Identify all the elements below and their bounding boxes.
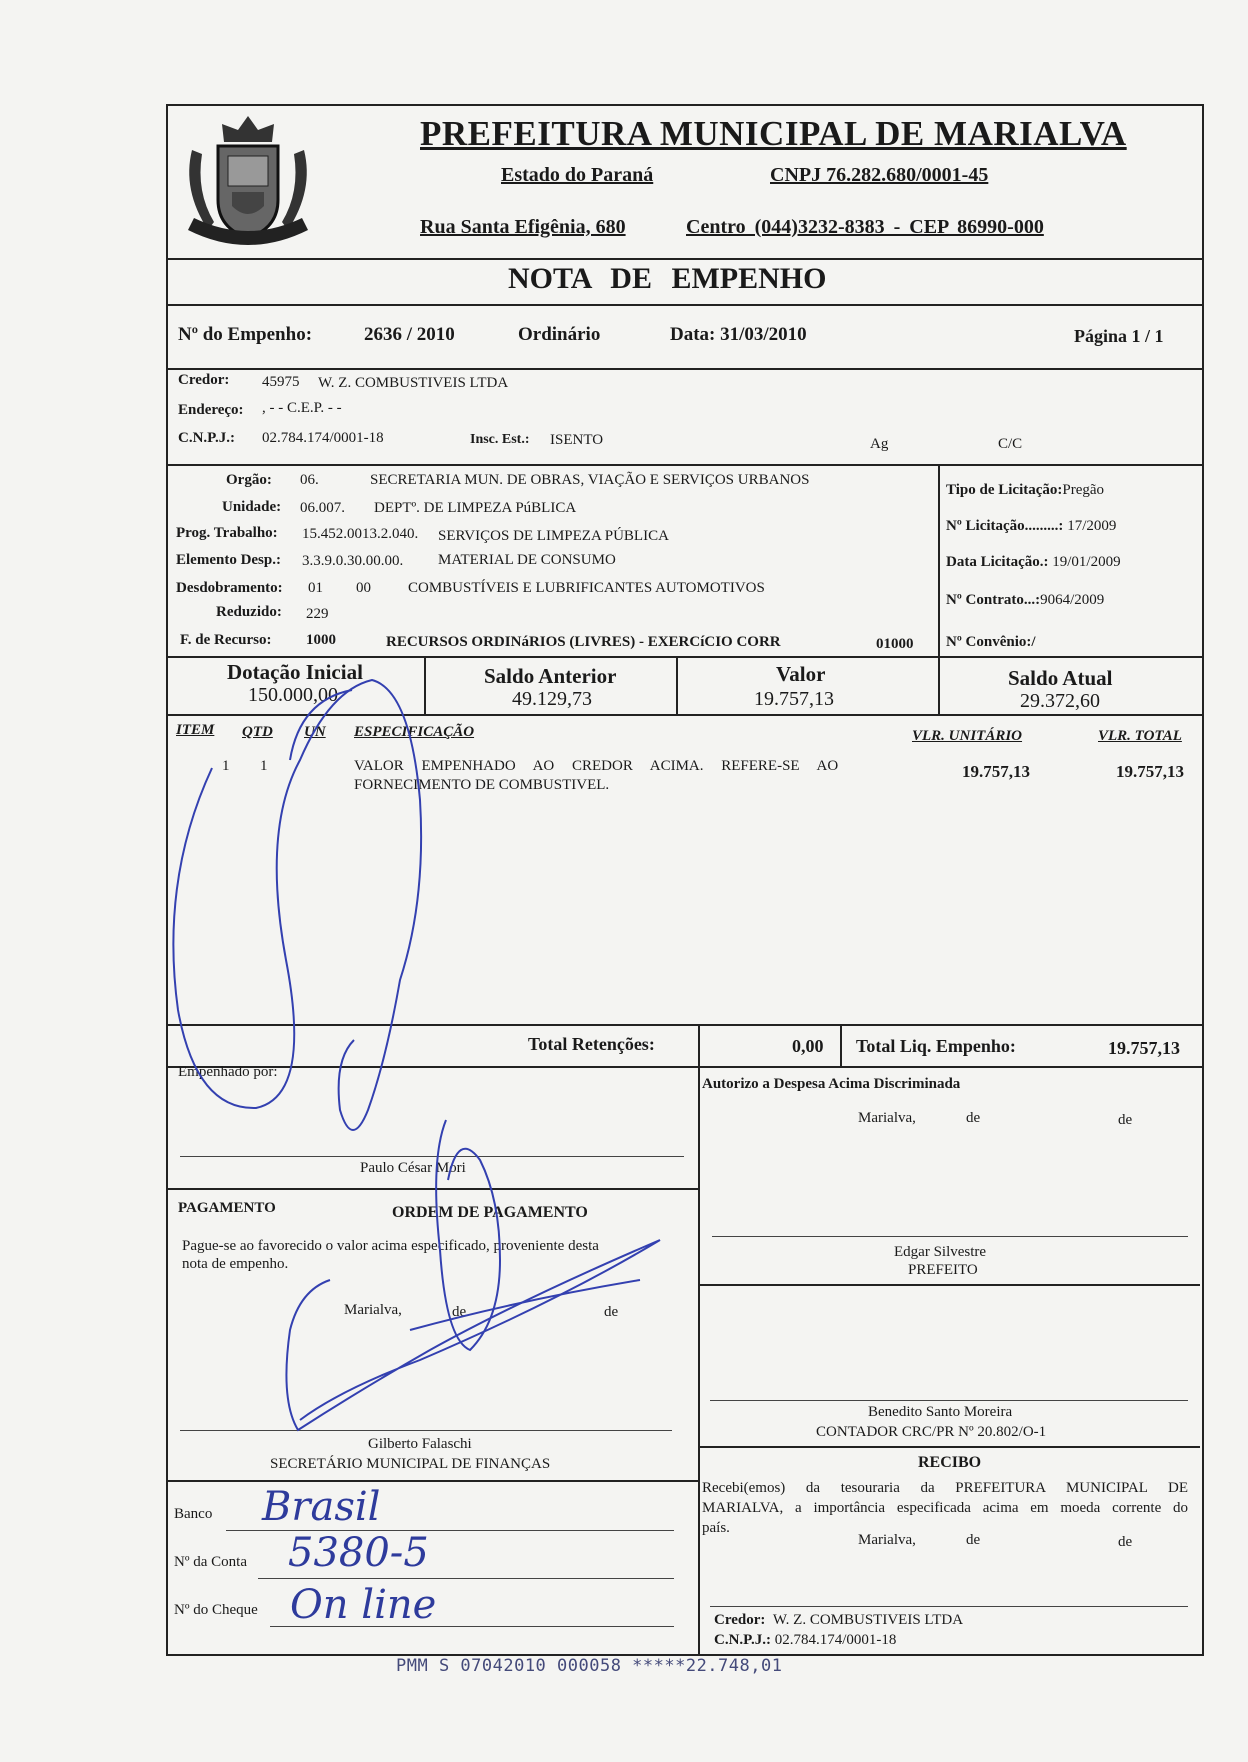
contador-cargo: CONTADOR CRC/PR Nº 20.802/O-1: [816, 1424, 1047, 1440]
col-qtd: QTD: [242, 724, 273, 740]
orgao-codigo: 06.: [300, 472, 319, 488]
elemento-nome: MATERIAL DE CONSUMO: [438, 552, 616, 568]
insc-valor: ISENTO: [550, 432, 604, 448]
desdobramento-codigo-2: 00: [356, 580, 371, 596]
pague-se-texto-2: nota de empenho.: [182, 1256, 289, 1272]
elemento-label: Elemento Desp.:: [176, 552, 281, 568]
fonte-nome: RECURSOS ORDINáRIOS (LIVRES) - EXERCíCIO CORR: [386, 634, 781, 650]
total-liquido-valor: 19.757,13: [1108, 1038, 1180, 1058]
credor-nome: W. Z. COMBUSTIVEIS LTDA: [318, 375, 509, 391]
data-licitacao-valor: 19/01/2009: [1052, 554, 1121, 570]
recibo-marialva: Marialva,: [858, 1532, 916, 1548]
col-un: UN: [304, 724, 326, 740]
pagamento-de-1: de: [452, 1304, 467, 1320]
col-item: ITEM: [176, 722, 215, 738]
header-cnpj: CNPJ 76.282.680/0001-45: [770, 164, 989, 186]
data-licitacao-label: Data Licitação.:: [946, 554, 1049, 570]
col-valor-unitario: VLR. UNITÁRIO: [912, 728, 1023, 744]
pagamento-marialva: Marialva,: [344, 1302, 402, 1318]
cnpj-valor: 02.784.174/0001-18: [262, 430, 384, 446]
credor-label: Credor:: [178, 372, 230, 388]
authentication-stamp: PMM S 07042010 000058 *****22.748,01: [396, 1656, 783, 1676]
pagamento-de-2: de: [604, 1304, 619, 1320]
autorizo-de-2: de: [1118, 1112, 1133, 1128]
recibo-credor-label: Credor:: [714, 1612, 766, 1628]
numero-licitacao-label: Nº Licitação.........:: [946, 518, 1064, 534]
municipal-coat-of-arms: [178, 110, 318, 258]
header-centro: Centro (044)3232-8383 - CEP 86990-000: [686, 216, 1044, 238]
unidade-codigo: 06.007.: [300, 500, 345, 516]
recibo-cnpj-label: C.N.P.J.:: [714, 1632, 771, 1648]
item-numero: 1: [222, 758, 230, 774]
empenhado-por-nome: Paulo César Mori: [360, 1160, 466, 1176]
tipo-licitacao: [946, 482, 1104, 499]
unidade-label: Unidade:: [222, 499, 282, 515]
cnpj-label: C.N.P.J.:: [178, 430, 235, 446]
recibo-de-2: de: [1118, 1534, 1133, 1550]
col-valor-total: VLR. TOTAL: [1098, 728, 1182, 744]
conta-label: Nº da Conta: [174, 1554, 247, 1570]
cheque-label: Nº do Cheque: [174, 1602, 258, 1618]
elemento-codigo: 3.3.9.0.30.00.00.: [302, 553, 404, 569]
empenho-data: Data: 31/03/2010: [670, 324, 807, 345]
secretario-cargo: SECRETÁRIO MUNICIPAL DE FINANÇAS: [270, 1456, 551, 1472]
credor-codigo: 45975: [262, 374, 300, 390]
numero-contrato: [946, 592, 1104, 609]
prog-label: Prog. Trabalho:: [176, 525, 278, 541]
recibo-credor-nome: W. Z. COMBUSTIVEIS LTDA: [772, 1612, 964, 1628]
item-especificacao-1: VALOR EMPENHADO AO CREDOR ACIMA. REFERE-SE AO: [354, 758, 839, 774]
numero-licitacao-valor: 17/2009: [1067, 518, 1117, 534]
empenho-numero: 2636 / 2010: [364, 324, 455, 345]
banco-valor: Brasil: [262, 1484, 381, 1530]
cheque-valor: On line: [290, 1582, 437, 1628]
desdobramento-nome: COMBUSTÍVEIS E LUBRIFICANTES AUTOMOTIVOS: [408, 580, 765, 596]
prog-nome: SERVIÇOS DE LIMPEZA PÚBLICA: [438, 528, 669, 544]
recibo-de-1: de: [966, 1532, 981, 1548]
secretario-nome: Gilberto Falaschi: [368, 1436, 472, 1452]
conta-valor: 5380-5: [288, 1530, 429, 1576]
pagamento-titulo: PAGAMENTO: [178, 1200, 276, 1216]
endereco-label: Endereço:: [178, 402, 244, 418]
header-title: PREFEITURA MUNICIPAL DE MARIALVA: [420, 114, 1127, 153]
orgao-label: Orgão:: [226, 472, 272, 488]
autorizo-de-1: de: [966, 1110, 981, 1126]
total-retencoes-valor: 0,00: [792, 1036, 824, 1056]
document-title: NOTA DE EMPENHO: [508, 262, 827, 295]
recibo-texto-3: país.: [702, 1520, 730, 1536]
empenho-label: Nº do Empenho:: [178, 324, 313, 345]
reduzido-valor: 229: [306, 606, 329, 622]
endereco-valor: , - - C.E.P. - -: [262, 400, 342, 416]
valor-label: Valor: [776, 662, 826, 686]
dotacao-inicial-label: Dotação Inicial: [227, 660, 363, 684]
numero-licitacao: [946, 518, 1116, 535]
empenho-pagina: Página 1 / 1: [1074, 326, 1164, 346]
saldo-anterior-valor: 49.129,73: [512, 688, 592, 710]
col-especificacao: ESPECIFICAÇÃO: [354, 724, 475, 740]
recibo-cnpj-valor: 02.784.174/0001-18: [774, 1632, 897, 1648]
contador-nome: Benedito Santo Moreira: [868, 1404, 1013, 1420]
insc-label: Insc. Est.:: [470, 432, 530, 447]
pague-se-texto-1: Pague-se ao favorecido o valor acima especificado, proveniente desta: [182, 1238, 599, 1254]
empenho-tipo: Ordinário: [518, 324, 601, 345]
total-liquido-label: Total Liq. Empenho:: [856, 1036, 1016, 1056]
item-especificacao-2: FORNECIMENTO DE COMBUSTIVEL.: [354, 777, 610, 793]
valor-valor: 19.757,13: [754, 688, 834, 710]
recibo-cnpj: [714, 1632, 896, 1649]
unidade-nome: DEPTº. DE LIMPEZA PúBLICA: [374, 500, 577, 516]
numero-contrato-label: Nº Contrato...:: [946, 592, 1041, 608]
recibo-texto-2: MARIALVA, a importância especificada acima em moeda corrente do: [702, 1500, 1188, 1516]
banco-label: Banco: [174, 1506, 213, 1522]
saldo-atual-valor: 29.372,60: [1020, 690, 1100, 712]
recibo-credor: [714, 1612, 963, 1629]
ag-label: Ag: [870, 436, 889, 452]
dotacao-inicial-valor: 150.000,00: [248, 684, 338, 706]
tipo-licitacao-label: Tipo de Licitação:: [946, 482, 1063, 498]
numero-contrato-valor: 9064/2009: [1040, 592, 1105, 608]
fonte-label: F. de Recurso:: [180, 632, 272, 648]
tipo-licitacao-valor: Pregão: [1062, 482, 1105, 498]
recibo-texto-1: Recebi(emos) da tesouraria da PREFEITURA MUNICIPAL DE: [702, 1480, 1188, 1496]
fonte-numero: 01000: [876, 636, 914, 652]
item-valor-total: 19.757,13: [1116, 762, 1184, 781]
reduzido-label: Reduzido:: [216, 604, 282, 620]
prefeito-cargo: PREFEITO: [908, 1262, 978, 1278]
autorizo-marialva: Marialva,: [858, 1110, 916, 1126]
prefeito-nome: Edgar Silvestre: [894, 1244, 987, 1260]
item-valor-unitario: 19.757,13: [962, 762, 1030, 781]
orgao-nome: SECRETARIA MUN. DE OBRAS, VIAÇÃO E SERVIÇOS URBANOS: [370, 472, 810, 488]
header-rua: Rua Santa Efigênia, 680: [420, 216, 626, 238]
item-quantidade: 1: [260, 758, 268, 774]
desdobramento-label: Desdobramento:: [176, 580, 283, 596]
data-licitacao: [946, 554, 1121, 571]
prog-codigo: 15.452.0013.2.040.: [302, 526, 419, 542]
saldo-atual-label: Saldo Atual: [1008, 666, 1113, 690]
ordem-pagamento-titulo: ORDEM DE PAGAMENTO: [392, 1204, 588, 1221]
header-estado: Estado do Paraná: [501, 164, 654, 186]
numero-convenio: Nº Convênio:/: [946, 634, 1036, 650]
recibo-titulo: RECIBO: [918, 1454, 982, 1471]
empenhado-por-label: Empenhado por:: [178, 1064, 278, 1080]
total-retencoes-label: Total Retenções:: [528, 1034, 655, 1054]
desdobramento-codigo-1: 01: [308, 580, 323, 596]
cc-label: C/C: [998, 436, 1023, 452]
saldo-anterior-label: Saldo Anterior: [484, 664, 617, 688]
autorizo-despesa: Autorizo a Despesa Acima Discriminada: [702, 1076, 961, 1092]
fonte-codigo: 1000: [306, 632, 336, 648]
